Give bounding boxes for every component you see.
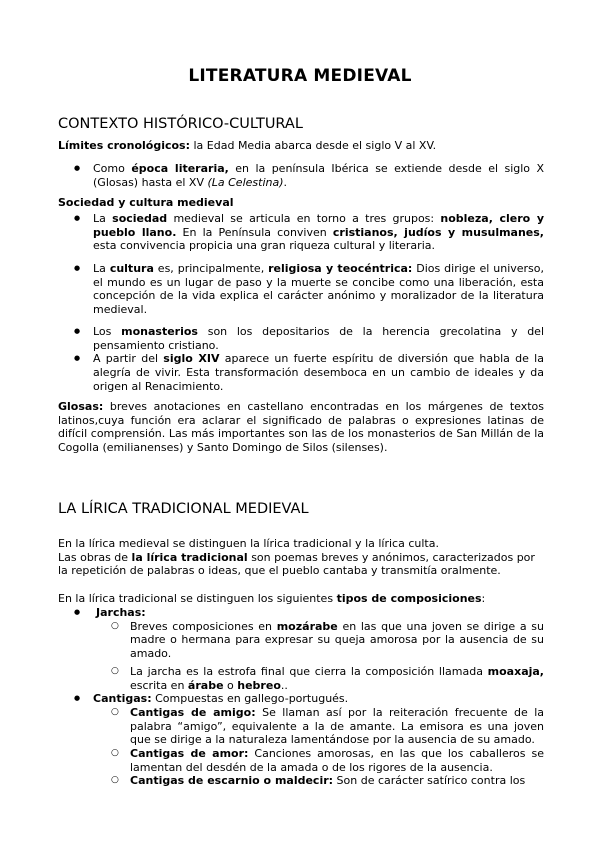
monasterios-list <box>58 325 544 394</box>
text: breves anotaciones en castellano encontradas en los márgenes de textos latinos,cuya función era aclarar el significado de palabras o expresiones latinas de difícil comprensión. Las más importantes son las de los monasterios de San Millán de la Cogolla (emilianenses) y Santo Domingo de Silos (silenses). <box>58 400 544 455</box>
bold-text: Cantigas de amigo: <box>130 705 256 719</box>
text: En la Península conviven <box>176 225 333 239</box>
section-heading-lirica: LA LÍRICA TRADICIONAL MEDIEVAL <box>58 501 309 517</box>
text: es, principalmente, <box>153 262 269 275</box>
text: Se llaman así por la reiteración frecuente de la palabra “amigo”, equivalente a la de amante. La emisora es una joven que se dirige a la naturaleza lamentándose por la ausencia de su amado. <box>130 705 544 747</box>
text: aparece un fuerte espíritu de diversión que habla de la alegría de vivir. Esta transformación desemboca en un cambio de ideales y da origen al Renacimiento. <box>93 352 544 393</box>
sub-item-cantigas-amigo <box>58 706 544 747</box>
bold-text: religiosa y teocéntrica: <box>268 262 413 275</box>
glosas-paragraph <box>58 400 544 455</box>
limites-paragraph <box>58 139 544 153</box>
epoca-list <box>58 162 544 189</box>
bold-text: Cantigas de amor: <box>130 747 249 761</box>
sub-item-cantigas-amor <box>58 747 544 774</box>
bold-text: época literaria, <box>131 162 229 175</box>
sub-item-cantigas-escarnio <box>58 774 544 788</box>
section-heading-contexto: CONTEXTO HISTÓRICO-CULTURAL <box>58 116 303 132</box>
text: A partir del <box>93 352 164 366</box>
text: Canciones amorosas, en las que los caballeros se lamentan del desdén de la amada o de los rigores de la ausencia. <box>130 747 544 774</box>
sub-item-jarchas-1 <box>58 620 544 661</box>
italic-text: (La Celestina) <box>207 175 284 189</box>
text: La jarcha es la estrofa final que cierra la composición llamada <box>130 664 488 678</box>
bold-text: mozárabe <box>276 619 338 633</box>
limites-label: Límites cronológicos: <box>58 139 190 152</box>
bold-text: cristianos, judíos y musulmanes, <box>332 225 544 239</box>
text: son los depositarios de la herencia grecolatina y del pensamiento cristiano. <box>93 325 544 352</box>
text: Son de carácter satírico contra los <box>333 774 526 788</box>
list-item-jarchas <box>58 606 544 692</box>
list-item-siglo <box>58 352 544 393</box>
sociedad-heading <box>58 196 544 210</box>
text: Breves composiciones en <box>130 619 277 633</box>
text: .. <box>280 678 288 692</box>
bold-text: árabe <box>187 678 224 692</box>
text: Compuestas en gallego-portugués. <box>151 692 349 706</box>
page-title: LITERATURA MEDIEVAL <box>188 66 412 86</box>
subheading: Sociedad y cultura medieval <box>58 196 234 209</box>
tipos-paragraph <box>58 592 544 606</box>
bold-text: monasterios <box>121 325 198 338</box>
list-item-monasterios <box>58 325 544 352</box>
text: escrita en <box>130 678 188 692</box>
bold-text: cultura <box>109 262 154 275</box>
bold-text: tipos de composiciones <box>336 592 482 605</box>
text: Las obras de <box>58 550 132 564</box>
text: La <box>93 212 113 225</box>
list-item-epoca <box>58 162 544 189</box>
text: en la península Ibérica se extiende desde el siglo X (Glosas) hasta el XV <box>93 162 544 189</box>
bold-text: la lírica tradicional <box>131 550 248 564</box>
text: La <box>93 262 110 275</box>
list-item-cantigas <box>58 692 544 788</box>
text: medieval se articula en torno a tres grupos: <box>167 212 441 225</box>
text: esta convivencia propicia una gran riqueza cultural y literaria. <box>93 239 435 253</box>
bold-text: hebreo <box>237 678 281 692</box>
text: : <box>481 592 486 605</box>
bold-text: Jarchas: <box>96 606 146 619</box>
bold-text: siglo XIV <box>163 352 220 366</box>
bold-text: Cantigas de escarnio o maldecir: <box>130 774 334 788</box>
list-item-sociedad <box>58 212 544 253</box>
text: En la lírica tradicional se distinguen los siguientes <box>58 592 337 605</box>
text: en las que una joven se dirige a su madre o hermana para expresar su queja amorosa por la ausencia de su amado. <box>130 619 544 661</box>
text: son poemas breves y anónimos, caracterizados por la repetición de palabras o ideas, que el pueblo cantaba y transmitía oralmente. <box>58 550 535 578</box>
text: Los <box>93 325 122 338</box>
text: Como <box>93 162 132 175</box>
sub-item-jarchas-2 <box>58 665 544 692</box>
sociedad-list <box>58 212 544 253</box>
bold-text: moaxaja, <box>487 664 544 678</box>
bold-text: Cantigas: <box>93 692 152 706</box>
limites-text: la Edad Media abarca desde el siglo V al XV. <box>190 139 437 152</box>
intro-paragraph <box>58 537 544 578</box>
bold-text: nobleza, clero y pueblo llano. <box>93 212 544 239</box>
text: . <box>283 175 288 189</box>
bold-text: Glosas: <box>58 400 104 413</box>
text: Dios dirige el universo, el mundo es un lugar de paso y la muerte se concibe como una liberación, esta concepción de la vida explica el carácter anónimo y moralizador de la literatura medieval. <box>93 262 545 317</box>
intro-line-2 <box>58 551 544 578</box>
composiciones-list <box>58 606 544 788</box>
list-item-cultura <box>58 262 544 317</box>
cultura-list <box>58 262 544 317</box>
bold-text: sociedad <box>112 212 168 225</box>
intro-line-1: En la lírica medieval se distinguen la lírica tradicional y la lírica culta. <box>58 537 439 550</box>
text: o <box>223 678 238 692</box>
